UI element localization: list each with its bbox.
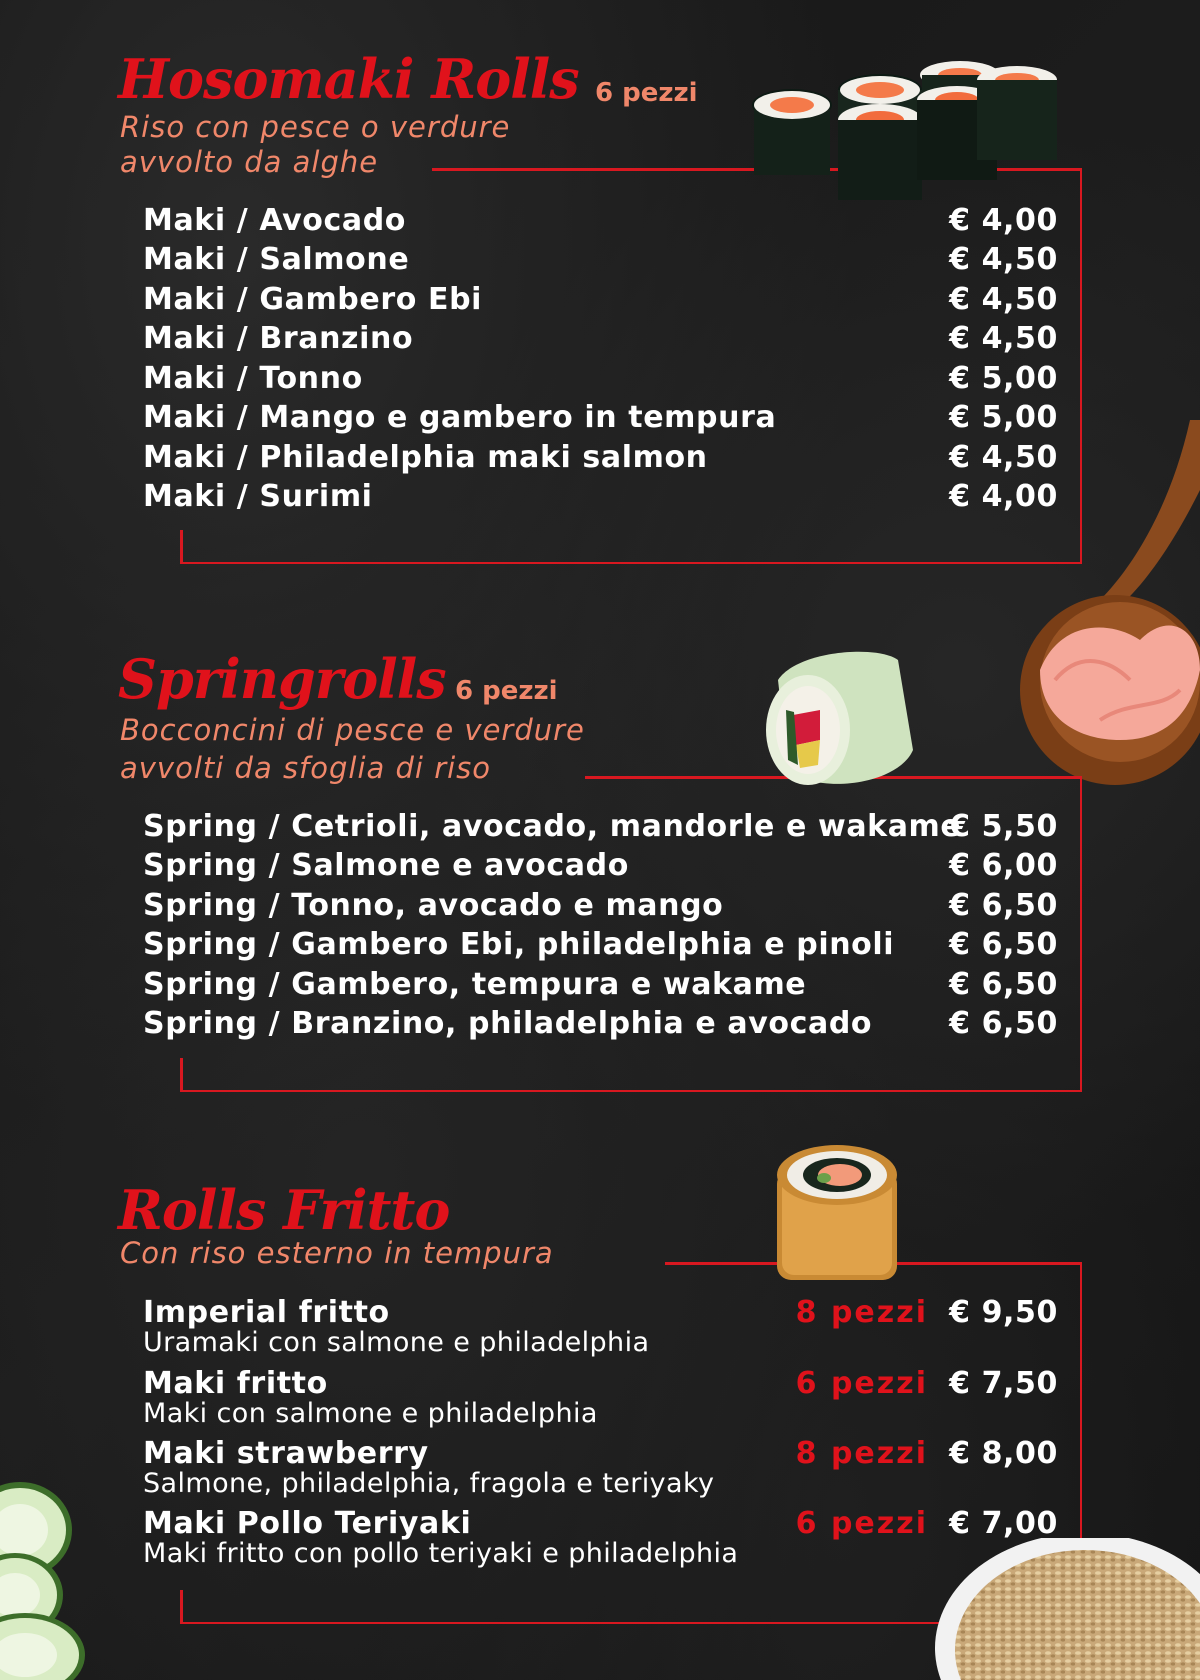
menu-item: [143, 927, 1058, 967]
item-description: Uramaki con salmone e philadelphia: [143, 1327, 650, 1358]
frame-left-tick: [180, 1058, 183, 1092]
item-price: € 4,50: [949, 440, 1058, 475]
wooden-spoon-ginger-image: [1020, 420, 1200, 820]
section-subtitle-line2: avvolti da sfoglia di riso: [120, 751, 492, 785]
section-title: Springrolls: [118, 647, 446, 711]
menu-item: [143, 1006, 1058, 1046]
section-subtitle-line1: Riso con pesce o verdure: [120, 110, 511, 144]
section-title: Hosomaki Rolls: [118, 47, 579, 111]
menu-item: [143, 1295, 1058, 1365]
item-price: € 6,50: [949, 1006, 1058, 1041]
item-name: Spring / Salmone e avocado: [143, 848, 629, 883]
item-name: Maki / Branzino: [143, 321, 414, 356]
item-price: € 4,50: [949, 282, 1058, 317]
item-name: Maki / Philadelphia maki salmon: [143, 440, 708, 475]
item-price: € 4,00: [949, 479, 1058, 514]
menu-item: [143, 848, 1058, 888]
section-title: Rolls Fritto: [118, 1178, 450, 1242]
item-name: Maki fritto: [143, 1366, 328, 1401]
item-price: € 6,50: [949, 967, 1058, 1002]
frame-left-tick: [180, 530, 183, 564]
item-name: Imperial fritto: [143, 1295, 390, 1330]
item-name: Spring / Gambero Ebi, philadelphia e pinoli: [143, 927, 895, 962]
item-price: € 7,50: [949, 1366, 1058, 1401]
menu-item: [143, 400, 1058, 440]
item-price: € 8,00: [949, 1436, 1058, 1471]
menu-item: [143, 361, 1058, 401]
item-quantity: 6 pezzi: [795, 1506, 928, 1541]
menu-item: [143, 1436, 1058, 1506]
sesame-bowl-image: [935, 1538, 1200, 1680]
menu-item: [143, 479, 1058, 519]
item-name: Spring / Branzino, philadelphia e avocado: [143, 1006, 873, 1041]
item-name: Maki / Mango e gambero in tempura: [143, 400, 777, 435]
item-price: € 4,00: [949, 203, 1058, 238]
section-subtitle-line1: Bocconcini di pesce e verdure: [120, 713, 585, 747]
menu-item: [143, 282, 1058, 322]
item-price: € 5,50: [949, 809, 1058, 844]
item-name: Maki strawberry: [143, 1436, 429, 1471]
item-price: € 6,50: [949, 927, 1058, 962]
item-name: Maki / Surimi: [143, 479, 373, 514]
item-description: Maki con salmone e philadelphia: [143, 1398, 598, 1429]
item-quantity: 8 pezzi: [795, 1295, 928, 1330]
section-subtitle-line2: avvolto da alghe: [120, 145, 379, 179]
item-price: € 6,50: [949, 888, 1058, 923]
section-pieces: 6 pezzi: [455, 676, 558, 706]
item-price: € 4,50: [949, 321, 1058, 356]
item-name: Maki / Gambero Ebi: [143, 282, 483, 317]
section-subtitle-line1: Con riso esterno in tempura: [120, 1236, 554, 1270]
menu-item: [143, 321, 1058, 361]
maki-rolls-image: [752, 55, 1062, 205]
menu-item: [143, 440, 1058, 480]
item-price: € 7,00: [949, 1506, 1058, 1541]
item-price: € 9,50: [949, 1295, 1058, 1330]
item-name: Spring / Cetrioli, avocado, mandorle e wakame: [143, 809, 962, 844]
item-price: € 5,00: [949, 361, 1058, 396]
item-name: Spring / Tonno, avocado e mango: [143, 888, 724, 923]
item-quantity: 6 pezzi: [795, 1366, 928, 1401]
menu-item: [143, 1506, 1058, 1576]
item-name: Spring / Gambero, tempura e wakame: [143, 967, 807, 1002]
section-pieces: 6 pezzi: [595, 78, 698, 108]
springroll-image: [758, 640, 918, 795]
menu-item: [143, 242, 1058, 282]
item-price: € 6,00: [949, 848, 1058, 883]
item-name: Maki / Salmone: [143, 242, 410, 277]
item-price: € 4,50: [949, 242, 1058, 277]
frame-left-tick: [180, 1590, 183, 1624]
item-name: Maki / Tonno: [143, 361, 363, 396]
menu-item: [143, 203, 1058, 243]
item-price: € 5,00: [949, 400, 1058, 435]
menu-item: [143, 967, 1058, 1007]
menu-item: [143, 809, 1058, 849]
item-description: Maki fritto con pollo teriyaki e philadelphia: [143, 1538, 739, 1569]
item-description: Salmone, philadelphia, fragola e teriyaky: [143, 1468, 715, 1499]
fried-roll-image: [772, 1140, 907, 1285]
menu-item: [143, 888, 1058, 928]
item-name: Maki Pollo Teriyaki: [143, 1506, 472, 1541]
item-name: Maki / Avocado: [143, 203, 407, 238]
cucumber-slices-image: [0, 1470, 95, 1680]
item-quantity: 8 pezzi: [795, 1436, 928, 1471]
menu-item: [143, 1366, 1058, 1436]
